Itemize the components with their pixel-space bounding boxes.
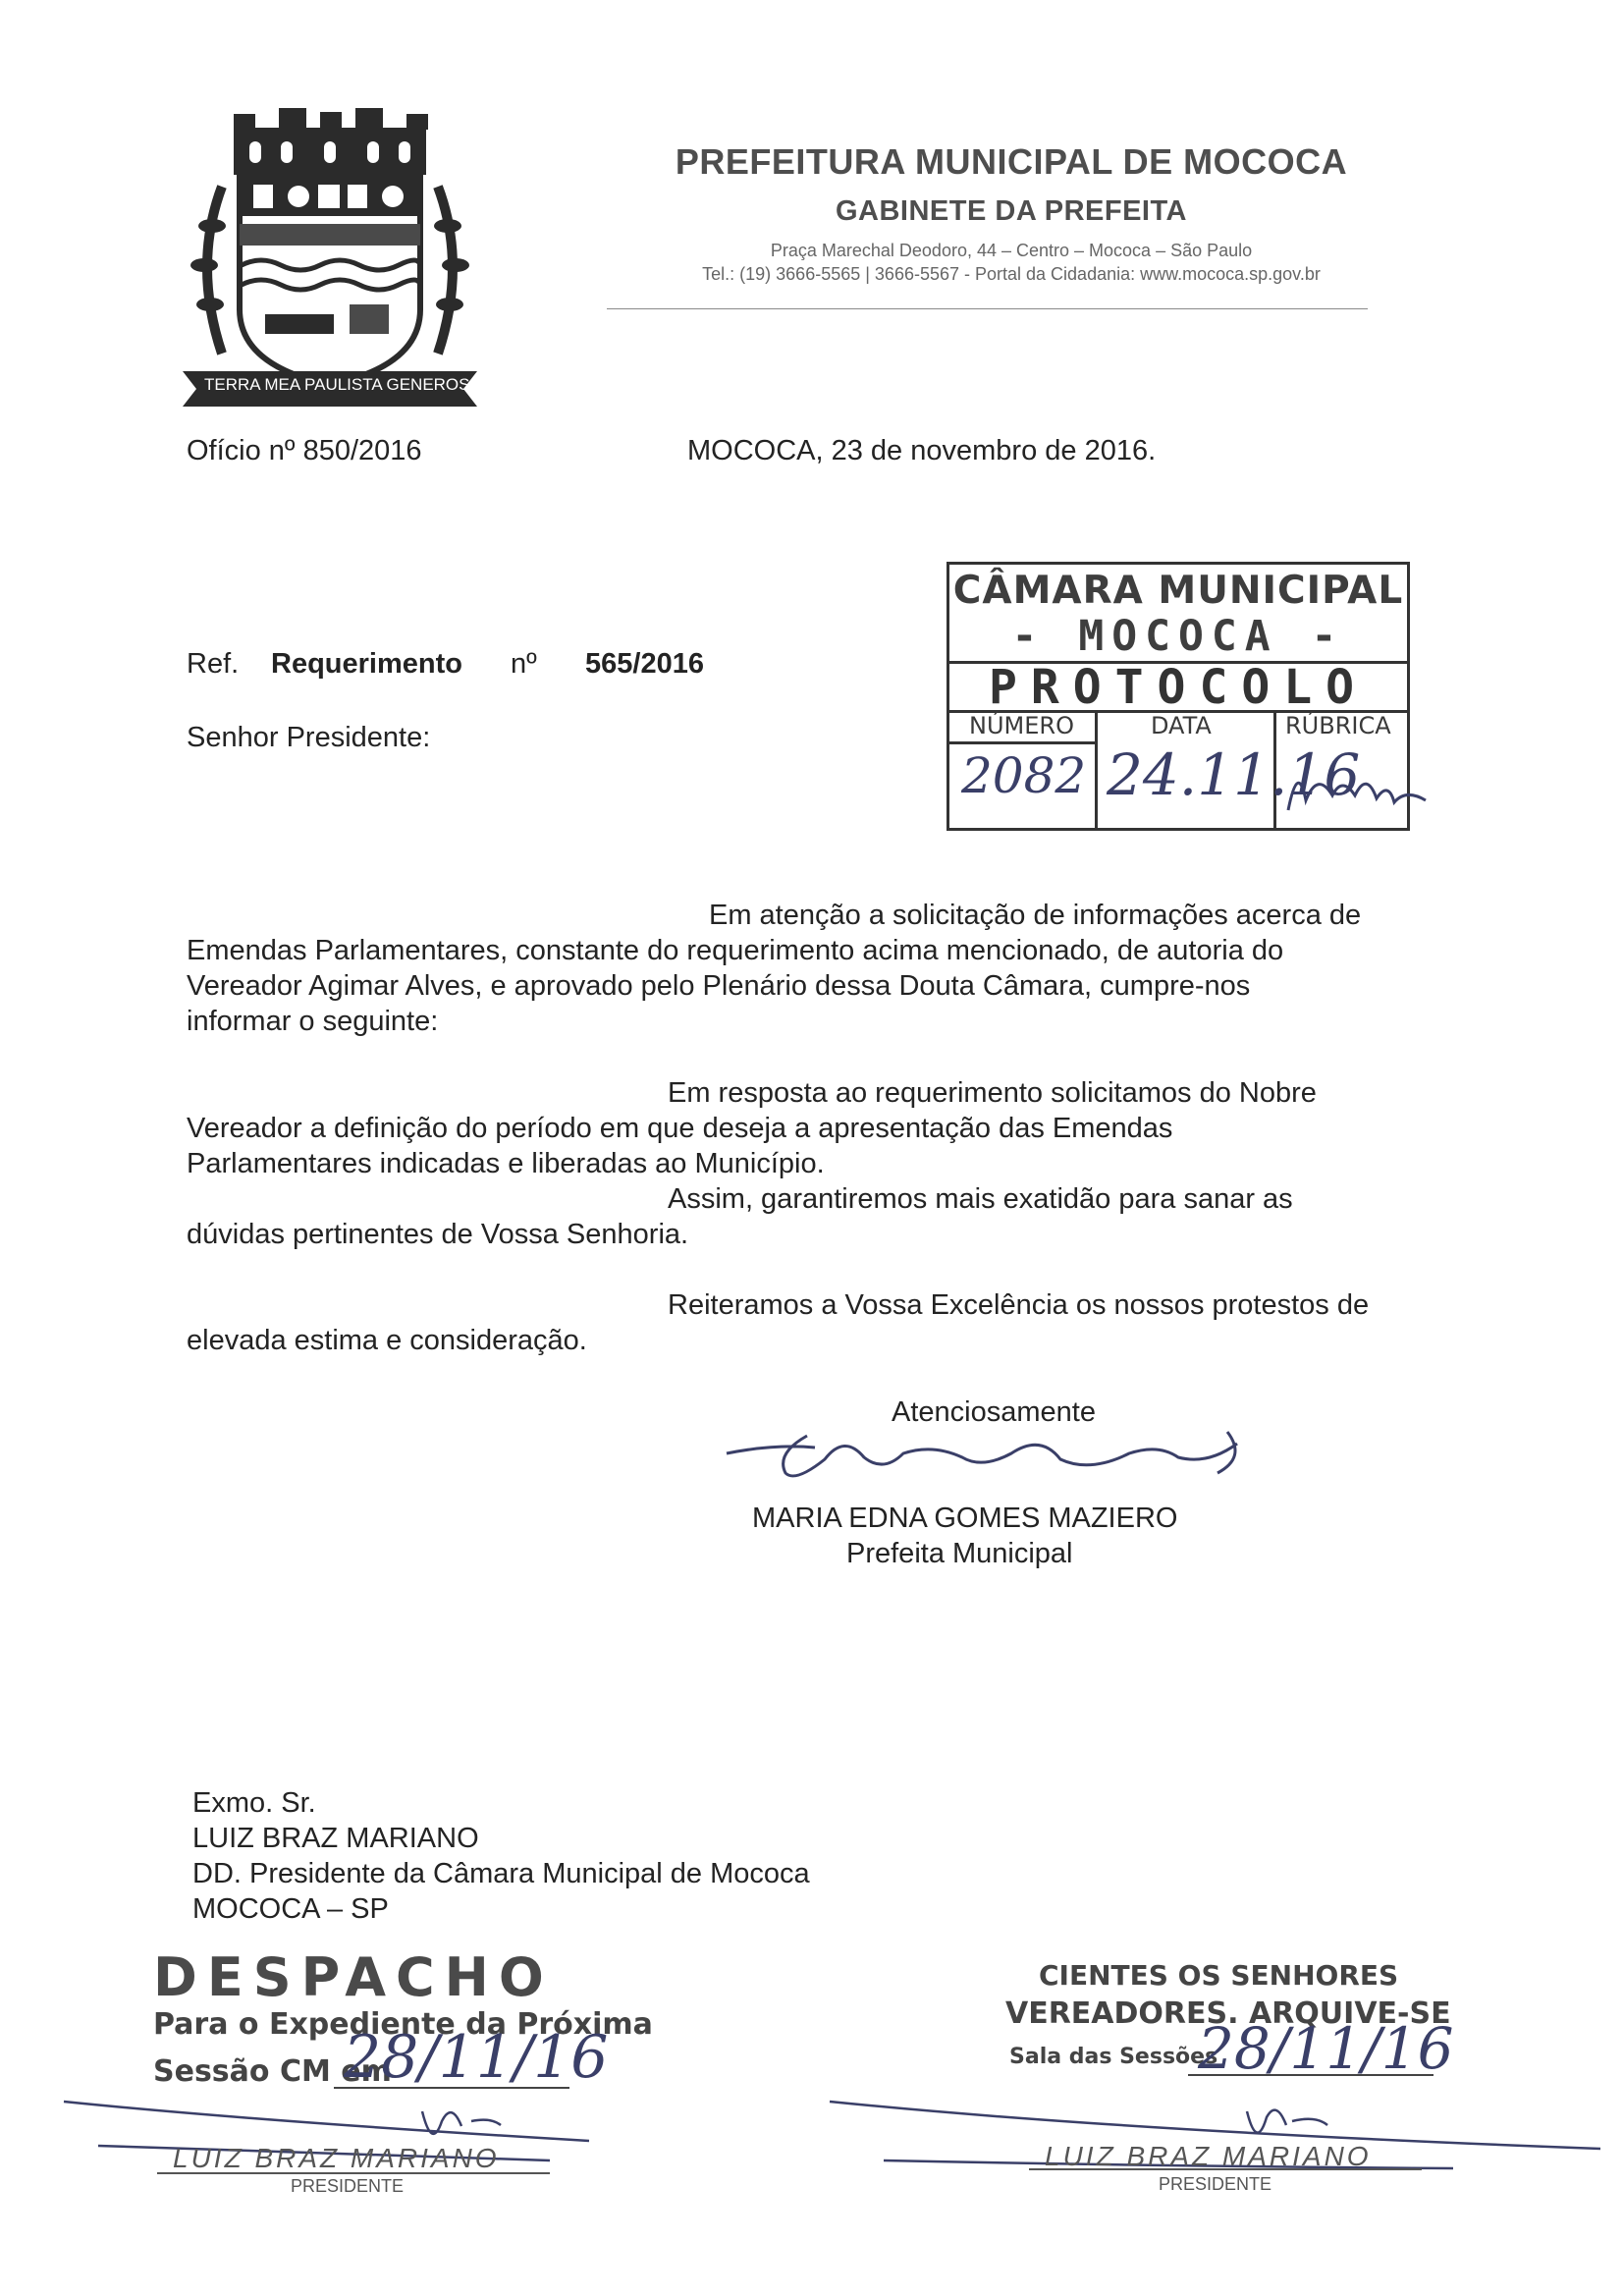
cientes-role: PRESIDENTE bbox=[1159, 2174, 1272, 2194]
letterhead-address: Praça Marechal Deodoro, 44 – Centro – Mococa – São Paulo bbox=[770, 241, 1253, 260]
coat-of-arms-ribbon-text: TERRA MEA PAULISTA GENEROSA bbox=[204, 375, 481, 394]
letterhead-phone: Tel.: (19) 3666-5565 | 3666-5567 - Portal da Cidadania: www.mococa.sp.gov.br bbox=[702, 264, 1321, 284]
oficio-number: Ofício nº 850/2016 bbox=[187, 435, 422, 466]
letterhead-rule bbox=[607, 308, 1368, 309]
stamp-camara: CÂMARA MUNICIPAL bbox=[952, 569, 1404, 613]
cientes-date: 28/11/16 bbox=[1198, 2015, 1454, 2082]
stamp-col-divider bbox=[1095, 710, 1098, 828]
despacho-role: PRESIDENTE bbox=[291, 2176, 405, 2196]
body-line: Em resposta ao requerimento solicitamos do Nobre bbox=[668, 1077, 1317, 1109]
stamp-header-rule bbox=[949, 741, 1095, 744]
protocol-stamp bbox=[947, 562, 1410, 831]
cientes-line1: CIENTES OS SENHORES bbox=[1039, 1959, 1399, 1992]
despacho-date: 28/11/16 bbox=[344, 2023, 609, 2092]
body-line: Reiteramos a Vossa Excelência os nossos protestos de bbox=[668, 1289, 1370, 1321]
despacho-title: DESPACHO bbox=[153, 1946, 554, 2008]
stamp-city: - MOCOCA - bbox=[1011, 612, 1345, 661]
req-label: Requerimento bbox=[271, 648, 462, 680]
body-line: Em atenção a solicitação de informações acerca de bbox=[709, 900, 1362, 931]
body-line: Assim, garantiremos mais exatidão para sanar as bbox=[668, 1183, 1293, 1215]
ref-label: Ref. bbox=[187, 648, 240, 680]
stamp-col-rubrica: RÚBRICA bbox=[1285, 712, 1391, 739]
stamp-protocolo: PROTOCOLO bbox=[988, 660, 1369, 715]
despacho-line1: Para o Expediente da Próxima bbox=[153, 2007, 653, 2042]
addressee-line: DD. Presidente da Câmara Municipal de Mococa bbox=[192, 1858, 810, 1889]
addressee-line: MOCOCA – SP bbox=[192, 1893, 389, 1925]
stamp-col-data: DATA bbox=[1151, 712, 1212, 739]
cientes-date-line bbox=[1188, 2074, 1434, 2076]
body-line: Vereador Agimar Alves, e aprovado pelo Plenário dessa Douta Câmara, cumpre-nos bbox=[187, 970, 1251, 1002]
cientes-line3: Sala das Sessões bbox=[1009, 2045, 1218, 2069]
addressee-line: LUIZ BRAZ MARIANO bbox=[192, 1823, 479, 1854]
stamp-data-value: 24.11.16 bbox=[1107, 741, 1361, 808]
coat-of-arms bbox=[183, 108, 481, 432]
body-line: informar o seguinte: bbox=[187, 1006, 439, 1037]
place-date: MOCOCA, 23 de novembro de 2016. bbox=[687, 435, 1157, 466]
salutation: Senhor Presidente: bbox=[187, 722, 431, 753]
req-number: 565/2016 bbox=[585, 648, 704, 680]
signer-name: MARIA EDNA GOMES MAZIERO bbox=[752, 1503, 1178, 1534]
despacho-line2: Sessão CM em bbox=[153, 2054, 392, 2089]
letterhead-subtitle: GABINETE DA PREFEITA bbox=[835, 195, 1187, 227]
stamp-rubrica-signature bbox=[1278, 741, 1435, 830]
signer-title: Prefeita Municipal bbox=[846, 1538, 1073, 1569]
despacho-name: LUIZ BRAZ MARIANO bbox=[173, 2143, 500, 2173]
letterhead-title: PREFEITURA MUNICIPAL DE MOCOCA bbox=[675, 141, 1348, 182]
cientes-name: LUIZ BRAZ MARIANO bbox=[1045, 2141, 1372, 2171]
mayor-signature bbox=[717, 1414, 1267, 1493]
cientes-line2: VEREADORES. ARQUIVE-SE bbox=[1005, 1996, 1451, 2031]
closing-regards: Atenciosamente bbox=[892, 1396, 1096, 1428]
stamp-numero-value: 2082 bbox=[961, 747, 1087, 804]
req-num-label: nº bbox=[511, 648, 537, 680]
body-line: dúvidas pertinentes de Vossa Senhoria. bbox=[187, 1219, 689, 1250]
addressee-line: Exmo. Sr. bbox=[192, 1787, 316, 1819]
body-line: Parlamentares indicadas e liberadas ao Município. bbox=[187, 1148, 825, 1179]
body-line: elevada estima e consideração. bbox=[187, 1325, 587, 1356]
stamp-col-numero: NÚMERO bbox=[969, 712, 1074, 739]
body-line: Emendas Parlamentares, constante do requerimento acima mencionado, de autoria do bbox=[187, 935, 1284, 966]
body-line: Vereador a definição do período em que deseja a apresentação das Emendas bbox=[187, 1113, 1173, 1144]
